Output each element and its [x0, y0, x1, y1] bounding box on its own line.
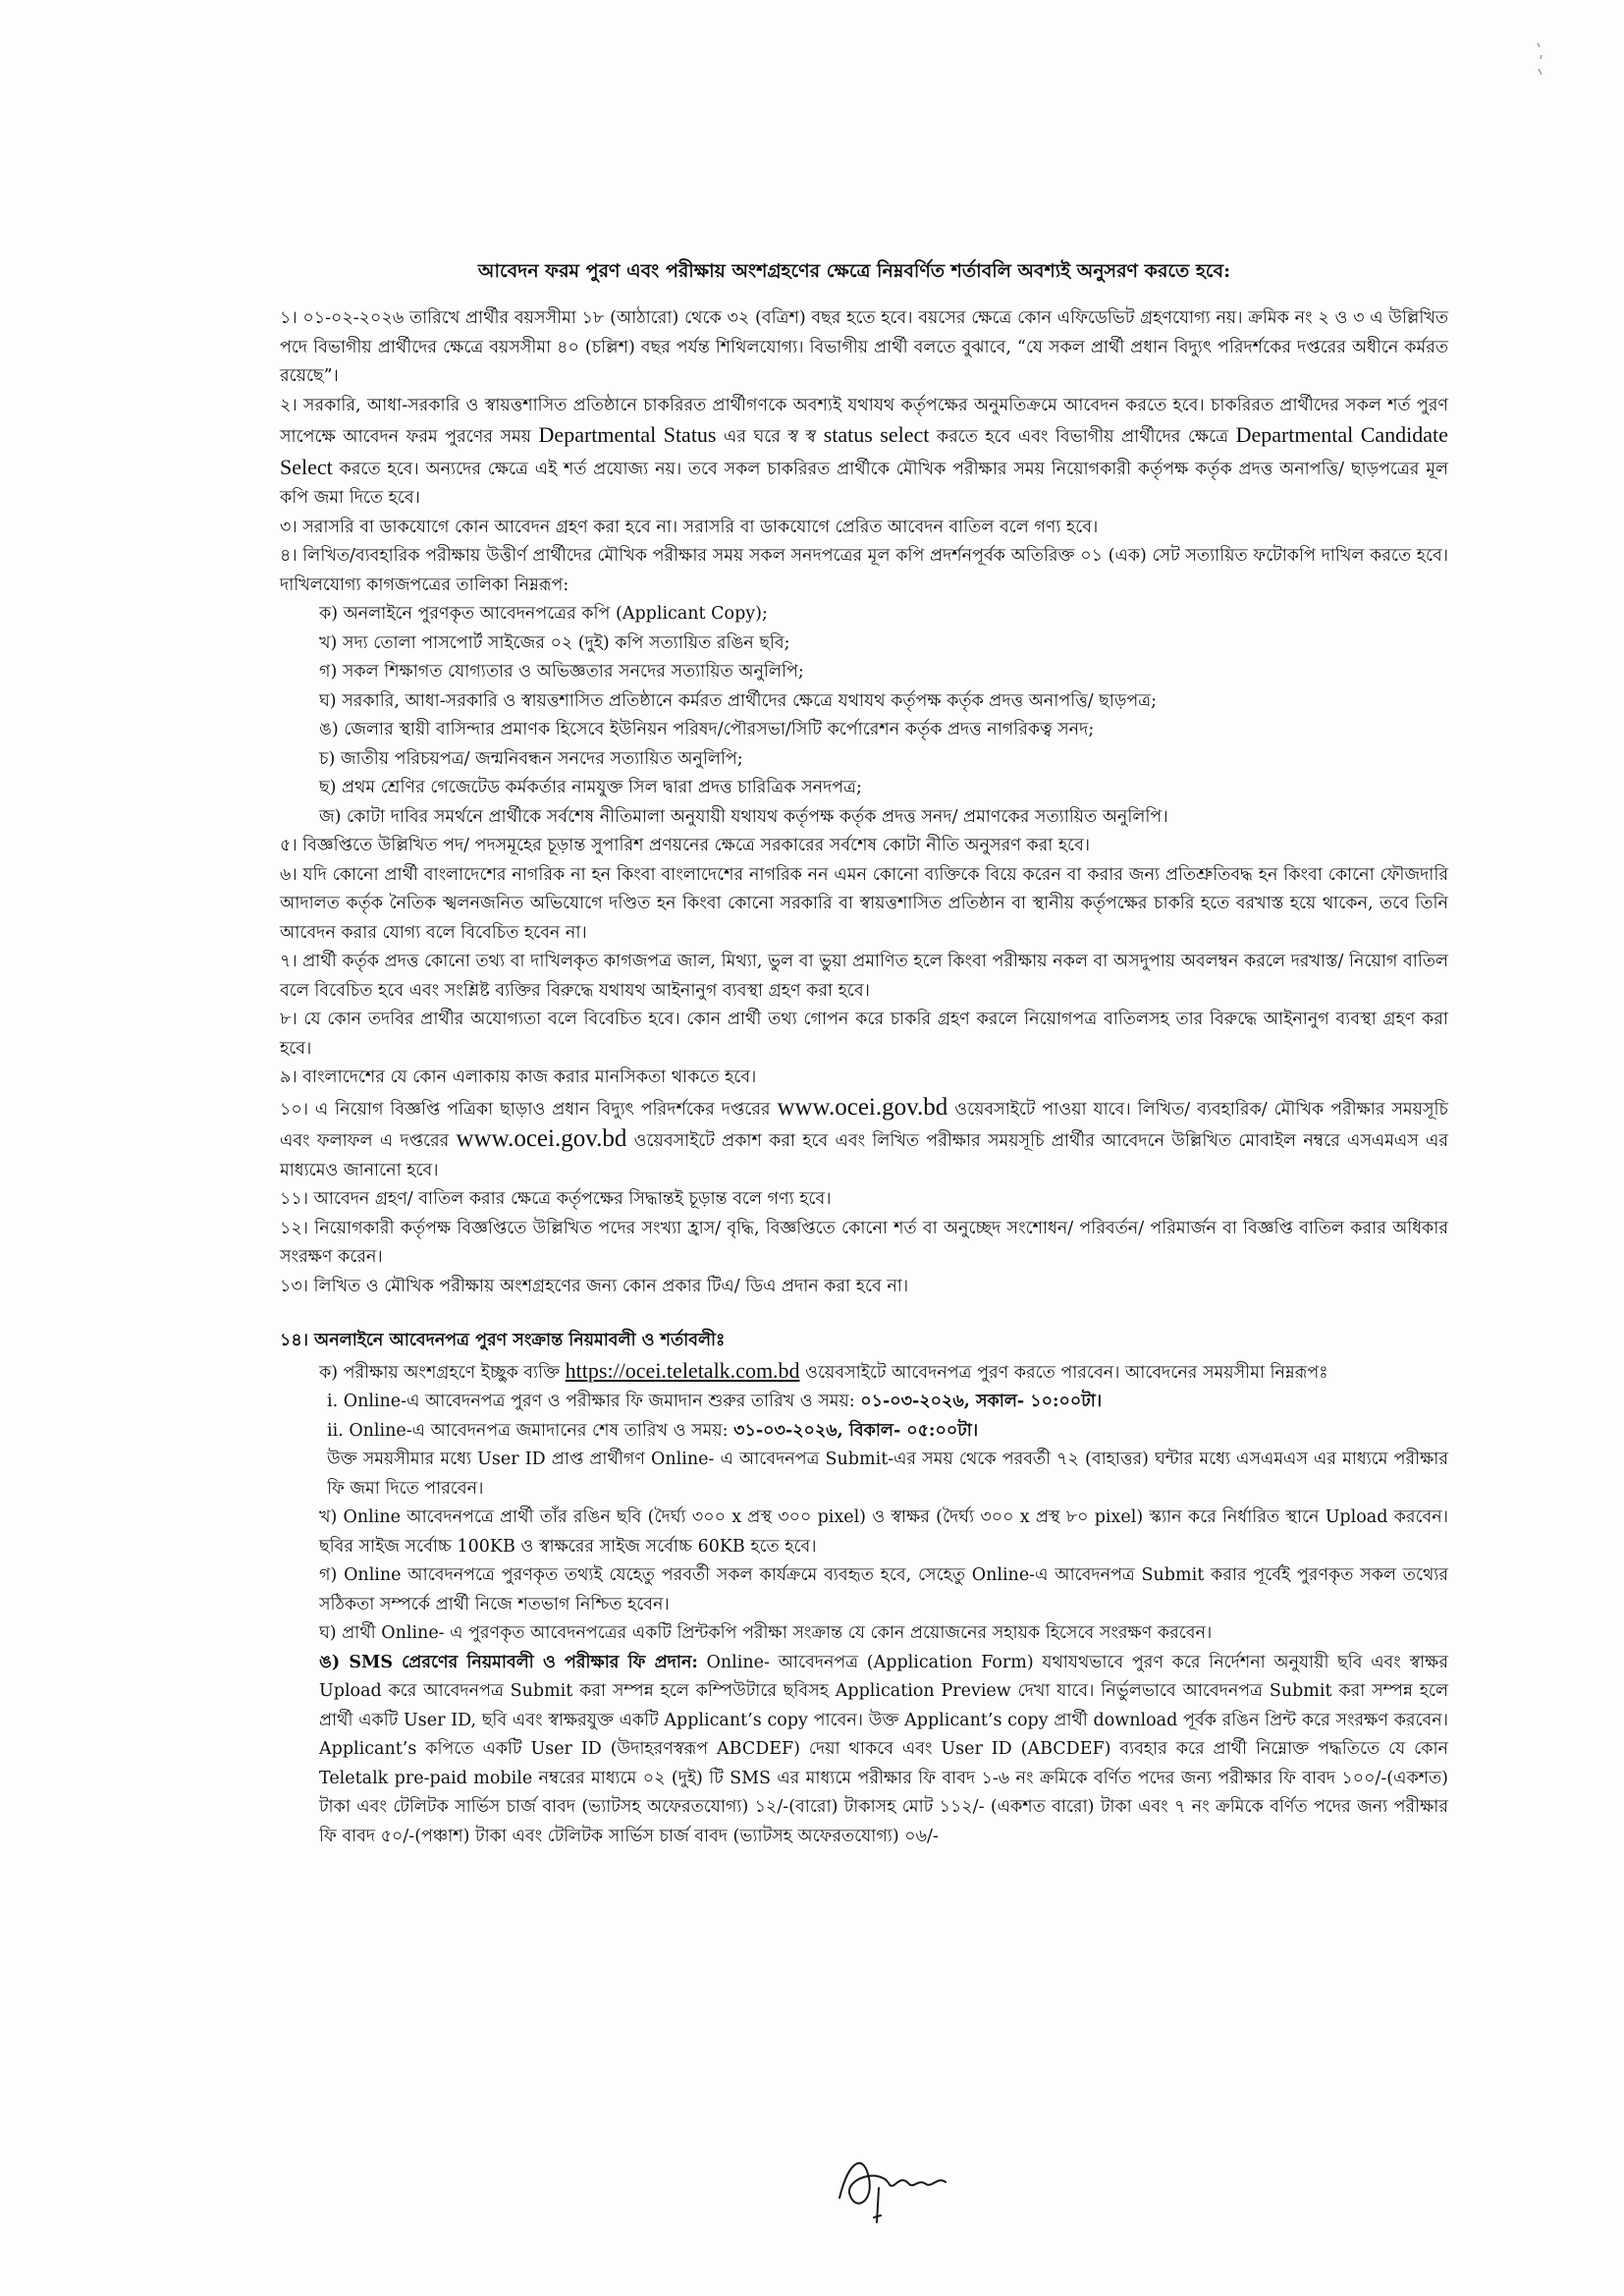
- document-list-item: ছ) প্রথম শ্রেণির গেজেটেড কর্মকর্তার নামযুক্ত সিল দ্বারা প্রদত্ত চারিত্রিক সনদপত্র;: [319, 778, 862, 797]
- clause-14-gha: ঘ) প্রার্থী Online- এ পুরণকৃত আবেদনপত্রের একটি প্রিন্টকপি পরীক্ষা সংক্রান্ত যে কোন প্রয়োজনের সহায়ক হিসেবে সংরক্ষণ করবেন।: [319, 1623, 1213, 1643]
- clause-14-ka: ক) পরীক্ষায় অংশগ্রহণে ইচ্ছুক ব্যক্তি https://ocei.teletalk.com.bd ওয়েবসাইটে আবেদনপত্র পুরণ করতে পারবেন। আবেদনের সময়সীমা নিম্নরূপঃ: [319, 1357, 1328, 1383]
- document-list-item: গ) সকল শিক্ষাগত যোগ্যতার ও অভিজ্ঞতার সনদের সত্যায়িত অনুলিপি;: [319, 662, 804, 682]
- document-list-item: ক) অনলাইনে পুরণকৃত আবেদনপত্রের কপি (Applicant Copy);: [319, 604, 768, 624]
- departmental-status-text: Departmental Status: [538, 422, 717, 447]
- sms-rules-title: ঙ) SMS প্রেরণের নিয়মাবলী ও পরীক্ষার ফি প্রদান:: [319, 1652, 698, 1672]
- signature-image: [820, 2139, 967, 2227]
- clause-12: ১২। নিয়োগকারী কর্তৃপক্ষ বিজ্ঞপ্তিতে উল্লিখিত পদের সংখ্যা হ্রাস/ বৃদ্ধি, বিজ্ঞপ্তিতে কোনো শর্ত বা অনুচ্ছেদ সংশোধন/ পরিবর্তন/ পরিমার্জন বা বিজ্ঞপ্তি বাতিল করার অধিকার সংরক্ষণ করেন।: [280, 1218, 1448, 1267]
- status-select-text: status select: [823, 422, 930, 447]
- section-14-title: ১৪। অনলাইনে আবেদনপত্র পুরণ সংক্রান্ত নিয়মাবলী ও শর্তাবলীঃ: [280, 1331, 726, 1350]
- clause-7: ৭। প্রার্থী কর্তৃক প্রদত্ত কোনো তথ্য বা দাখিলকৃত কাগজপত্র জাল, মিথ্যা, ভুল বা ভুয়া প্রমাণিত হলে কিংবা পরীক্ষায় নকল বা অসদুপায় অবলম্বন করলে দরখাস্ত/ নিয়োগ বাতিল বলে বিবেচিত হবে এবং সংশ্লিষ্ট ব্যক্তির বিরুদ্ধে যথাযথ আইনানুগ ব্যবস্থা গ্রহণ করা হবে।: [280, 952, 1448, 1001]
- document-list-item: খ) সদ্য তোলা পাসপোর্ট সাইজের ০২ (দুই) কপি সত্যায়িত রঙিন ছবি;: [319, 632, 790, 653]
- start-date-value: ০১-০৩-২০২৬, সকাল- ১০:০০টা।: [860, 1392, 1103, 1411]
- website-link[interactable]: www.ocei.gov.bd: [456, 1125, 627, 1152]
- clause-4: ৪। লিখিত/ব্যবহারিক পরীক্ষায় উত্তীর্ণ প্রার্থীদের মৌখিক পরীক্ষার সময় সকল সনদপত্রের মূল কপি প্রদর্শনপূর্বক অতিরিক্ত ০১ (এক) সেট সত্যায়িত ফটোকপি দাখিল করতে হবে। দাখিলযোগ্য কাগজপত্রের তালিকা নিম্নরূপ:: [280, 546, 1448, 595]
- end-date-line: ii. Online-এ আবেদনপত্র জমাদানের শেষ তারিখ ও সময়: ৩১-০৩-২০২৬, বিকাল- ০৫:০০টা।: [327, 1420, 979, 1441]
- document-body: [280, 304, 1448, 1851]
- document-list-item: ঘ) সরকারি, আধা-সরকারি ও স্বায়ত্তশাসিত প্রতিষ্ঠানে কর্মরত প্রার্থীদের ক্ষেত্রে যথাযথ কর্তৃপক্ষ কর্তৃক প্রদত্ত অনাপত্তি/ ছাড়পত্র;: [319, 690, 1157, 711]
- document-list-item: চ) জাতীয় পরিচয়পত্র/ জন্মনিবন্ধন সনদের সত্যায়িত অনুলিপি;: [319, 748, 743, 769]
- section-gap: [280, 1301, 1448, 1327]
- clause-13: ১৩। লিখিত ও মৌখিক পরীক্ষায় অংশগ্রহণের জন্য কোন প্রকার টিএ/ ডিএ প্রদান করা হবে না।: [280, 1276, 909, 1296]
- page-heading: আবেদন ফরম পুরণ এবং পরীক্ষায় অংশগ্রহণের ক্ষেত্রে নিম্নবর্ণিত শর্তাবলি অবশ্যই অনুসরণ করতে হবে:: [477, 260, 1231, 282]
- clause-6: ৬। যদি কোনো প্রার্থী বাংলাদেশের নাগরিক না হন কিংবা বাংলাদেশের নাগরিক নন এমন কোনো ব্যক্তিকে বিয়ে করেন বা করার জন্য প্রতিশ্রুতিবদ্ধ হন কিংবা কোনো ফৌজদারি আদালত কর্তৃক নৈতিক স্খলনজনিত অভিযোগে দণ্ডিত হন কিংবা কোনো সরকারি বা স্বায়ত্তশাসিত প্রতিষ্ঠান বা স্থানীয় কর্তৃপক্ষের চাকরি হতে বরখাস্ত হয়ে থাকেন, তবে তিনি আবেদন করার যোগ্য বলে বিবেচিত হবেন না।: [280, 864, 1448, 943]
- clause-14-kha: খ) Online আবেদনপত্রে প্রার্থী তাঁর রঙিন ছবি (দৈর্ঘ্য ৩০০ x প্রস্থ ৩০০ pixel) ও স্বাক্ষর (দৈর্ঘ্য ৩০০ x প্রস্থ ৮০ pixel) স্ক্যান করে নির্ধারিত স্থানে Upload করবেন। ছবির সাইজ সর্বোচ্চ 100KB ও স্বাক্ষরের সাইজ সর্বোচ্চ 60KB হতে হবে।: [319, 1507, 1448, 1557]
- document-list-item: ঙ) জেলার স্থায়ী বাসিন্দার প্রমাণক হিসেবে ইউনিয়ন পরিষদ/পৌরসভা/সিটি কর্পোরেশন কর্তৃক প্রদত্ত নাগরিকত্ব সনদ;: [319, 720, 1095, 739]
- clause-9: ৯। বাংলাদেশের যে কোন এলাকায় কাজ করার মানসিকতা থাকতে হবে।: [280, 1067, 757, 1087]
- document-list-item: জ) কোটা দাবির সমর্থনে প্রার্থীকে সর্বশেষ নীতিমালা অনুযায়ী যথাযথ কর্তৃপক্ষ কর্তৃক প্রদত্ত সনদ/ প্রমাণকের সত্যায়িত অনুলিপি।: [319, 806, 1168, 827]
- clause-8: ৮। যে কোন তদবির প্রার্থীর অযোগ্যতা বলে বিবেচিত হবে। কোন প্রার্থী তথ্য গোপন করে চাকরি গ্রহণ করলে নিয়োগপত্র বাতিলসহ তার বিরুদ্ধে আইনানুগ ব্যবস্থা গ্রহণ করা হবে।: [280, 1010, 1448, 1059]
- end-date-value: ৩১-০৩-২০২৬, বিকাল- ০৫:০০টা।: [733, 1420, 979, 1441]
- clause-14-ga: গ) Online আবেদনপত্রে পুরণকৃত তথ্যই যেহেতু পরবর্তী সকল কার্যক্রমে ব্যবহৃত হবে, সেহেতু Online-এ আবেদনপত্র Submit করার পূর্বেই পুরণকৃত সকল তথ্যের সঠিকতা সম্পর্কে প্রার্থী নিজে শতভাগ নিশ্চিত হবেন।: [319, 1565, 1448, 1614]
- clause-14-uma: ঙ) SMS প্রেরণের নিয়মাবলী ও পরীক্ষার ফি প্রদান: Online- আবেদনপত্র (Application Form) যথাযথভাবে পুরণ করে নির্দেশনা অনুযায়ী ছবি এবং স্বাক্ষর Upload করে আবেদনপত্র Submit করা সম্পন্ন হলে কম্পিউটারে ছবিসহ Application Preview দেখা যাবে। নির্ভুলভাবে আবেদনপত্র Submit করা সম্পন্ন হলে প্রার্থী একটি User ID, ছবি এবং স্বাক্ষরযুক্ত একটি Applicant’s copy পাবেন। উক্ত Applicant’s copy প্রার্থী download পূর্বক রঙিন প্রিন্ট করে সংরক্ষণ করবেন। Applicant’s কপিতে একটি User ID (উদাহরণস্বরূপ ABCDEF) দেয়া থাকবে এবং User ID (ABCDEF) ব্যবহার করে প্রার্থী নিম্নোক্ত পদ্ধতিতে যে কোন Teletalk pre-paid mobile নম্বরের মাধ্যমে ০২ (দুই) টি SMS এর মাধ্যমে পরীক্ষার ফি বাবদ ১-৬ নং ক্রমিকে বর্ণিত পদের জন্য পরীক্ষার ফি বাবদ ১০০/-(একশত) টাকা এবং টেলিটক সার্ভিস চার্জ বাবদ (ভ্যাটসহ অফেরতযোগ্য) ১২/-(বারো) টাকাসহ মোট ১১২/- (একশত বারো) টাকা এবং ৭ নং ক্রমিকে বর্ণিত পদের জন্য পরীক্ষার ফি বাবদ ৫০/-(পঞ্চাশ) টাকা এবং টেলিটক সার্ভিস চার্জ বাবদ (ভ্যাটসহ অফেরতযোগ্য) ০৬/-: [319, 1652, 1449, 1846]
- scan-mark: [1530, 41, 1549, 81]
- clause-3: ৩। সরাসরি বা ডাকযোগে কোন আবেদন গ্রহণ করা হবে না। সরাসরি বা ডাকযোগে প্রেরিত আবেদন বাতিল বলে গণ্য হবে।: [280, 517, 1099, 537]
- clause-5: ৫। বিজ্ঞপ্তিতে উল্লিখিত পদ/ পদসমূহের চূড়ান্ত সুপারিশ প্রণয়নের ক্ষেত্রে সরকারের সর্বশেষ কোটা নীতি অনুসরণ করা হবে।: [280, 836, 1091, 855]
- website-link[interactable]: www.ocei.gov.bd: [777, 1093, 948, 1121]
- departmental-candidate-text: Departmental Candidate Select: [280, 422, 1448, 479]
- clause-1: ১। ০১-০২-২০২৬ তারিখে প্রার্থীর বয়সসীমা ১৮ (আঠারো) থেকে ৩২ (বত্রিশ) বছর হতে হবে। বয়সের ক্ষেত্রে কোন এফিডেভিট গ্রহণযোগ্য নয়। ক্রমিক নং ২ ও ৩ এ উল্লিখিত পদে বিভাগীয় প্রার্থীদের ক্ষেত্রে বয়সসীমা ৪০ (চল্লিশ) বছর পর্যন্ত শিথিলযোগ্য। বিভাগীয় প্রার্থী বলতে বুঝাবে, “যে সকল প্রার্থী প্রধান বিদ্যুৎ পরিদর্শকের দপ্তরের অধীনে কর্মরত রয়েছে”।: [280, 308, 1448, 386]
- clause-10: ১০। এ নিয়োগ বিজ্ঞপ্তি পত্রিকা ছাড়াও প্রধান বিদ্যুৎ পরিদর্শকের দপ্তরের www.ocei.gov.bd ওয়েবসাইটে পাওয়া যাবে। লিখিত/ ব্যবহারিক/ মৌখিক পরীক্ষার সময়সূচি এবং ফলাফল এ দপ্তরের www.ocei.gov.bd ওয়েবসাইটে প্রকাশ করা হবে এবং লিখিত পরীক্ষার সময়সূচি প্রার্থীর আবেদনে উল্লিখিত মোবাইল নম্বরে এসএমএস এর মাধ্যমেও জানানো হবে।: [280, 1093, 1448, 1180]
- document-list: [280, 600, 1448, 832]
- clause-11: ১১। আবেদন গ্রহণ/ বাতিল করার ক্ষেত্রে কর্তৃপক্ষের সিদ্ধান্তই চূড়ান্ত বলে গণ্য হবে।: [280, 1189, 832, 1209]
- sms-fee-note: উক্ত সময়সীমার মধ্যে User ID প্রাপ্ত প্রার্থীগণ Online- এ আবেদনপত্র Submit-এর সময় থেকে পরবর্তী ৭২ (বাহাত্তর) ঘন্টার মধ্যে এসএমএস এর মাধ্যমে পরীক্ষার ফি জমা দিতে পারবেন।: [327, 1449, 1448, 1499]
- clause-2: ২। সরকারি, আধা-সরকারি ও স্বায়ত্তশাসিত প্রতিষ্ঠানে চাকরিরত প্রার্থীগণকে অবশ্যই যথাযথ কর্তৃপক্ষের অনুমতিক্রমে আবেদন করতে হবে। চাকরিরত প্রার্থীদের সকল শর্ত পুরণ সাপেক্ষে আবেদন ফরম পুরণের সময় Departmental Status এর ঘরে স্ব স্ব status select করতে হবে এবং বিভাগীয় প্রার্থীদের ক্ষেত্রে Departmental Candidate Select করতে হবে। অন্যদের ক্ষেত্রে এই শর্ত প্রযোজ্য নয়। তবে সকল চাকরিরত প্রার্থীকে মৌখিক পরীক্ষার সময় নিয়োগকারী কর্তৃপক্ষ কর্তৃক প্রদত্ত অনাপত্তি/ ছাড়পত্রের মূল কপি জমা দিতে হবে।: [280, 395, 1448, 508]
- teletalk-link[interactable]: https://ocei.teletalk.com.bd: [565, 1357, 800, 1383]
- start-date-line: i. Online-এ আবেদনপত্র পুরণ ও পরীক্ষার ফি জমাদান শুরুর তারিখ ও সময়: ০১-০৩-২০২৬, সকাল- ১০:০০টা।: [327, 1392, 1103, 1411]
